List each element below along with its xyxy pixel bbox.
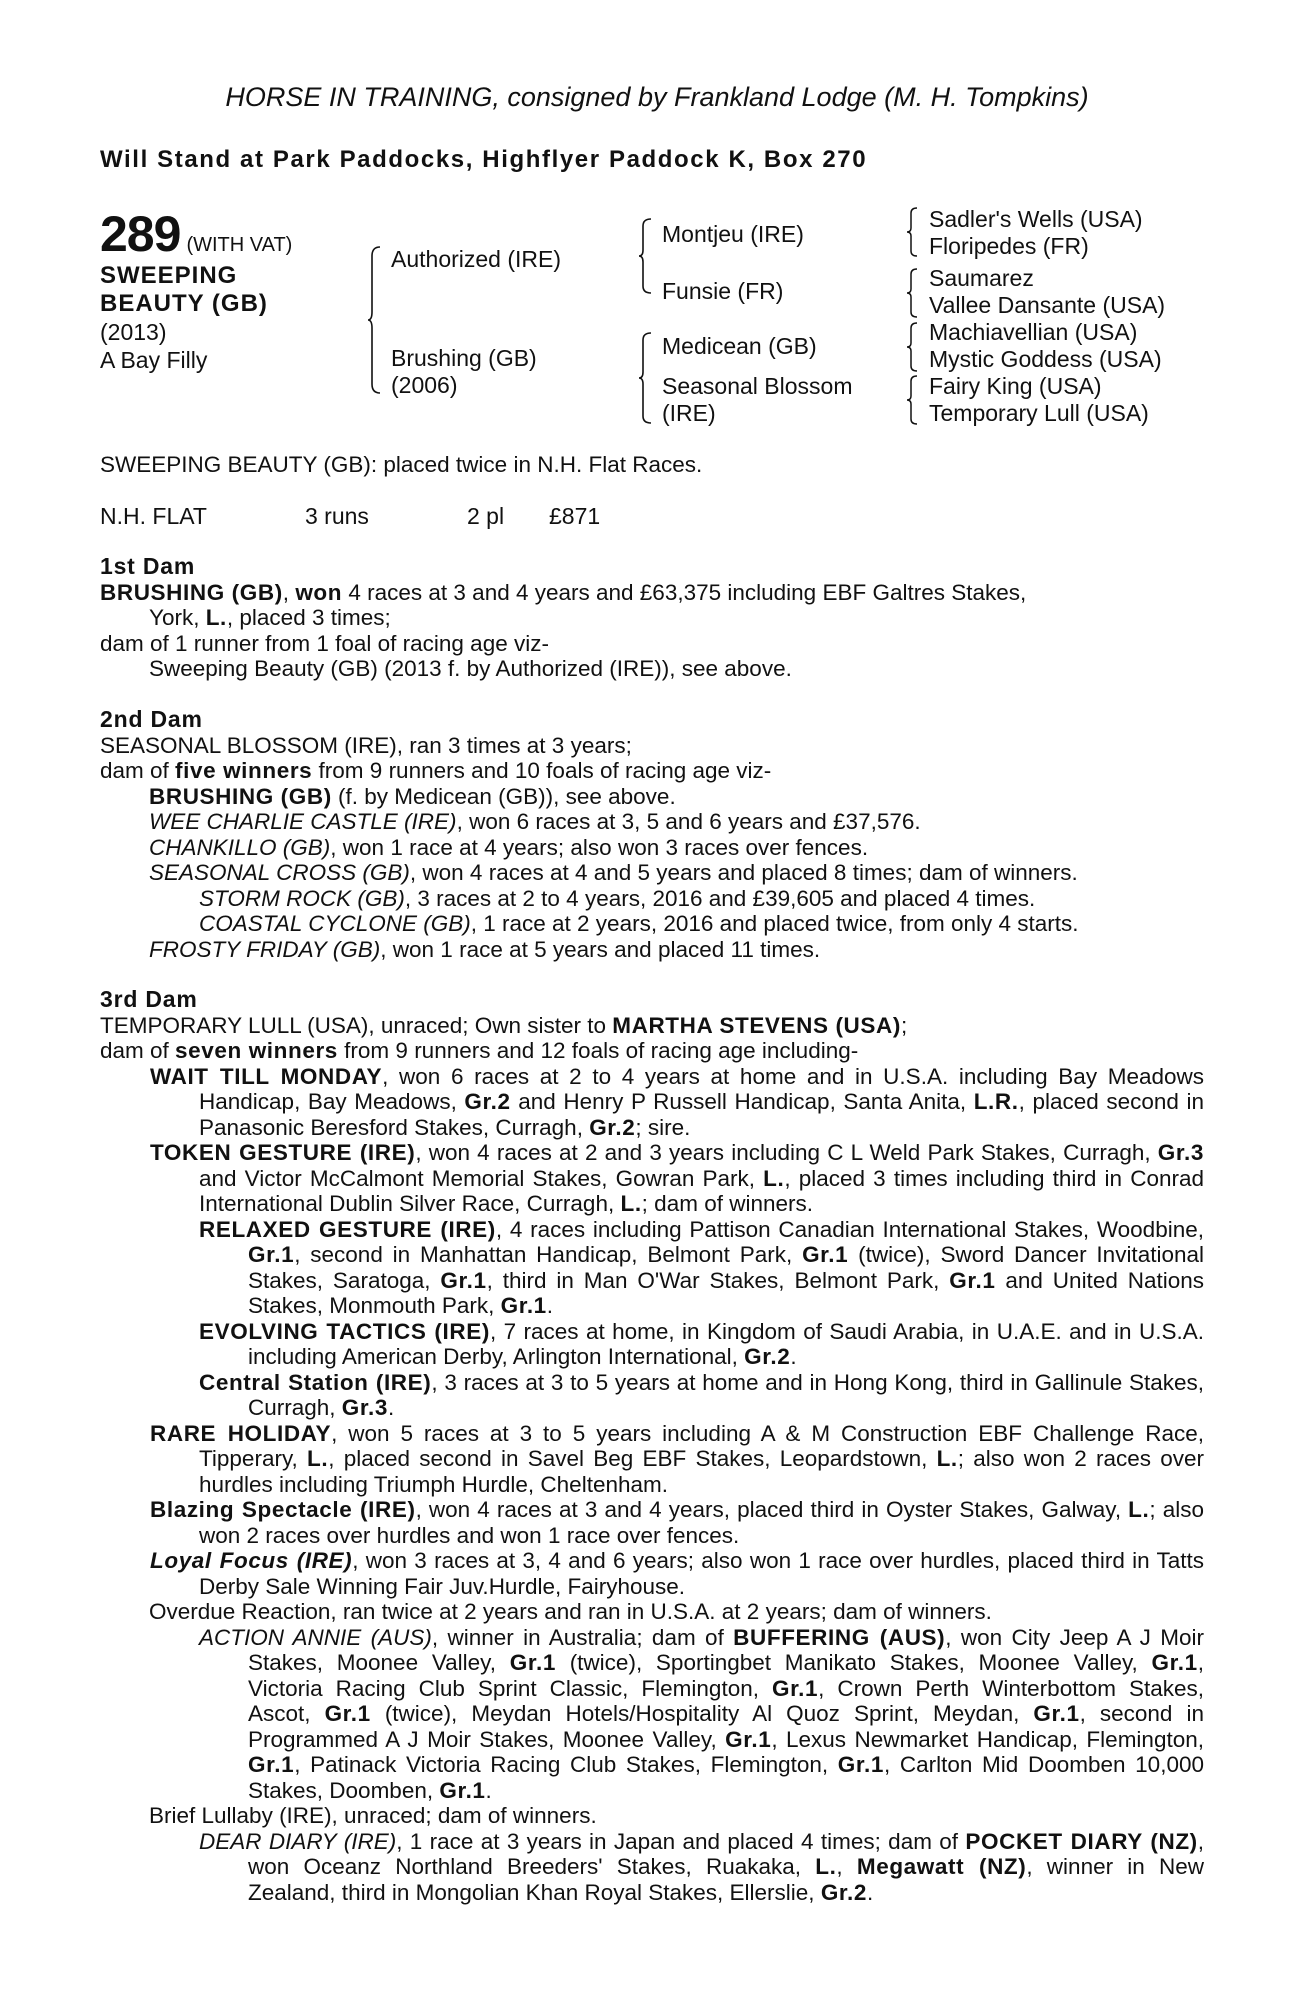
produce-entry: ACTION ANNIE (AUS), winner in Australia; dam of BUFFERING (AUS), won City Jeep A J Moir Stakes, Moonee Valley, Gr.1 (twice), Sportingbet Manikato Stakes, Moonee Valley, Gr.1, Victoria Racing Club Sprint Classic, Flemington, Gr.1, Crown Perth Winterbottom Stakes, Ascot, Gr.1 (twice), Meydan Hotels/Hospitality Al Quoz Sprint, Meydan, Gr.1, second in Programmed A J Moir Stakes, Moonee Valley, Gr.1, Lexus Newmarket Handicap, Flemington, Gr.1, Patinack Victoria Racing Club Stakes, Flemington, Gr.1, Carlton Mid Doomben 10,000 Stakes, Doomben, Gr.1.: [199, 1624, 1204, 1803]
horse-description: A Bay Filly: [100, 347, 208, 373]
pedigree-sire-sire: Montjeu (IRE): [662, 221, 804, 247]
pedigree-brace-g4: [906, 375, 918, 425]
third-dam-produce-intro: dam of seven winners from 9 runners and 12 foals of racing age including-: [100, 1038, 859, 1063]
pedigree-g4: Vallee Dansante (USA): [929, 292, 1166, 318]
record-placed: 2 pl: [467, 503, 505, 529]
first-dam-line: BRUSHING (GB), won 4 races at 3 and 4 years and £63,375 including EBF Galtres Stakes,: [100, 579, 1027, 605]
first-dam-section: [100, 554, 1204, 682]
pedigree-g7: Fairy King (USA): [929, 373, 1102, 399]
produce-entry: TOKEN GESTURE (IRE), won 4 races at 2 and 3 years including C L Weld Park Stakes, Curragh, Gr.3 and Victor McCalmont Memorial Stakes, Gowran Park, L., placed 3 times including third in Conrad International Dublin Silver Race, Curragh, L.; dam of winners.: [150, 1140, 1204, 1216]
pedigree-g1: Sadler's Wells (USA): [929, 206, 1143, 232]
record-runs: 3 runs: [305, 503, 369, 529]
produce-entry: Brief Lullaby (IRE), unraced; dam of winners.: [149, 1803, 597, 1828]
pedigree-dam-dam: Seasonal Blossom: [662, 373, 853, 399]
produce-entry: CHANKILLO (GB), won 1 race at 4 years; also won 3 races over fences.: [149, 834, 869, 860]
first-dam-produce: Sweeping Beauty (GB) (2013 f. by Authorized (IRE)), see above.: [149, 656, 792, 681]
pedigree-brace-main: [367, 246, 381, 394]
lot-number: 289: [100, 206, 181, 262]
produce-entry: WAIT TILL MONDAY, won 6 races at 2 to 4 years at home and in U.S.A. including Bay Meadows Handicap, Bay Meadows, Gr.2 and Henry P Russell Handicap, Santa Anita, L.R., placed second in Panasonic Beresford Stakes, Curragh, Gr.2; sire.: [150, 1063, 1205, 1140]
produce-entry: BRUSHING (GB) (f. by Medicean (GB)), see above.: [149, 783, 676, 809]
pedigree-g5: Machiavellian (USA): [929, 319, 1138, 345]
produce-entry: Blazing Spectacle (IRE), won 4 races at 3 and 4 years, placed third in Oyster Stakes, Galway, L.; also won 2 races over hurdles and won 1 race over fences.: [150, 1497, 1204, 1548]
first-dam-produce-intro: dam of 1 runner from 1 foal of racing age viz-: [100, 630, 549, 656]
produce-entry: SEASONAL CROSS (GB), won 4 races at 4 and 5 years and placed 8 times; dam of winners.: [149, 860, 1078, 885]
pedigree-dam: Brushing (GB): [391, 345, 537, 371]
produce-entry: Overdue Reaction, ran twice at 2 years and ran in U.S.A. at 2 years; dam of winners.: [149, 1599, 992, 1624]
produce-entry: COASTAL CYCLONE (GB), 1 race at 2 years, 2016 and placed twice, from only 4 starts.: [199, 911, 1079, 936]
pedigree-g8: Temporary Lull (USA): [929, 400, 1149, 426]
produce-entry: DEAR DIARY (IRE), 1 race at 3 years in Japan and placed 4 times; dam of POCKET DIARY (NZ), won Oceanz Northland Breeders' Stakes, Ruakaka, L., Megawatt (NZ), winner in New Zealand, third in Mongolian Khan Royal Stakes, Ellerslie, Gr.2.: [199, 1828, 1205, 1905]
pedigree-dam-dam-country: (IRE): [662, 400, 716, 426]
produce-entry: FROSTY FRIDAY (GB), won 1 race at 5 years and placed 11 times.: [149, 936, 821, 962]
pedigree-sire: Authorized (IRE): [391, 246, 562, 272]
second-dam-line: SEASONAL BLOSSOM (IRE), ran 3 times at 3 years;: [100, 732, 632, 758]
consignor-header: HORSE IN TRAINING, consigned by Frankland Lodge (M. H. Tompkins): [225, 82, 1089, 112]
pedigree-g2: Floripedes (FR): [929, 233, 1089, 259]
produce-entry: Central Station (IRE), 3 races at 3 to 5 years at home and in Hong Kong, third in Gallinule Stakes, Curragh, Gr.3.: [199, 1369, 1204, 1420]
produce-entry: RARE HOLIDAY, won 5 races at 3 to 5 years including A & M Construction EBF Challenge Race, Tipperary, L., placed second in Savel Beg EBF Stakes, Leopardstown, L.; also won 2 races over hurdles including Triumph Hurdle, Cheltenham.: [150, 1420, 1204, 1497]
pedigree-brace-sire: [638, 218, 652, 294]
produce-entry: EVOLVING TACTICS (IRE), 7 races at home, in Kingdom of Saudi Arabia, in U.A.E. and in U.S.A. including American Derby, Arlington International, Gr.2.: [199, 1318, 1204, 1369]
pedigree-dam-year: (2006): [391, 372, 458, 398]
first-dam-heading: 1st Dam: [100, 553, 196, 579]
pedigree-dam-sire: Medicean (GB): [662, 333, 817, 359]
location-header: Will Stand at Park Paddocks, Highflyer Paddock K, Box 270: [100, 146, 868, 173]
foaling-year: (2013): [100, 319, 167, 345]
second-dam-produce-intro: dam of five winners from 9 runners and 10 foals of racing age viz-: [100, 758, 772, 783]
pedigree-brace-g3: [906, 322, 918, 372]
first-dam-line: York, L., placed 3 times;: [149, 605, 391, 630]
pedigree-g6: Mystic Goddess (USA): [929, 346, 1162, 372]
pedigree-sire-dam: Funsie (FR): [662, 278, 784, 304]
second-dam-heading: 2nd Dam: [100, 706, 203, 732]
record-earnings: £871: [549, 503, 601, 529]
third-dam-line: TEMPORARY LULL (USA), unraced; Own sister to MARTHA STEVENS (USA);: [100, 1012, 908, 1038]
horse-details: [100, 318, 207, 374]
third-dam-section: [100, 987, 1204, 1905]
produce-entry: STORM ROCK (GB), 3 races at 2 to 4 years, 2016 and £39,605 and placed 4 times.: [199, 885, 1036, 911]
horse-name: SWEEPING BEAUTY (GB): [100, 262, 268, 317]
produce-entry: RELAXED GESTURE (IRE), 4 races including Pattison Canadian International Stakes, Woodbine, Gr.1, second in Manhattan Handicap, Belmont Park, Gr.1 (twice), Sword Dancer Invitational Stakes, Saratoga, Gr.1, third in Man O'War Stakes, Belmont Park, Gr.1 and United Nations Stakes, Monmouth Park, Gr.1.: [199, 1216, 1205, 1318]
record-type: N.H. FLAT: [100, 503, 207, 529]
race-summary: SWEEPING BEAUTY (GB): placed twice in N.H. Flat Races.: [100, 452, 703, 477]
pedigree-brace-dam: [638, 332, 652, 424]
produce-entry: Loyal Focus (IRE), won 3 races at 3, 4 and 6 years; also won 1 race over hurdles, placed third in Tatts Derby Sale Winning Fair Juv.Hurdle, Fairyhouse.: [150, 1548, 1204, 1599]
pedigree-g3: Saumarez: [929, 265, 1034, 291]
pedigree-brace-g2: [906, 268, 918, 318]
pedigree-brace-g1: [906, 207, 918, 257]
produce-entry: WEE CHARLIE CASTLE (IRE), won 6 races at 3, 5 and 6 years and £37,576.: [149, 809, 921, 834]
third-dam-heading: 3rd Dam: [100, 986, 198, 1012]
lot-number-block: [100, 205, 292, 263]
vat-label: (WITH VAT): [186, 234, 293, 256]
second-dam-section: [100, 707, 1204, 962]
